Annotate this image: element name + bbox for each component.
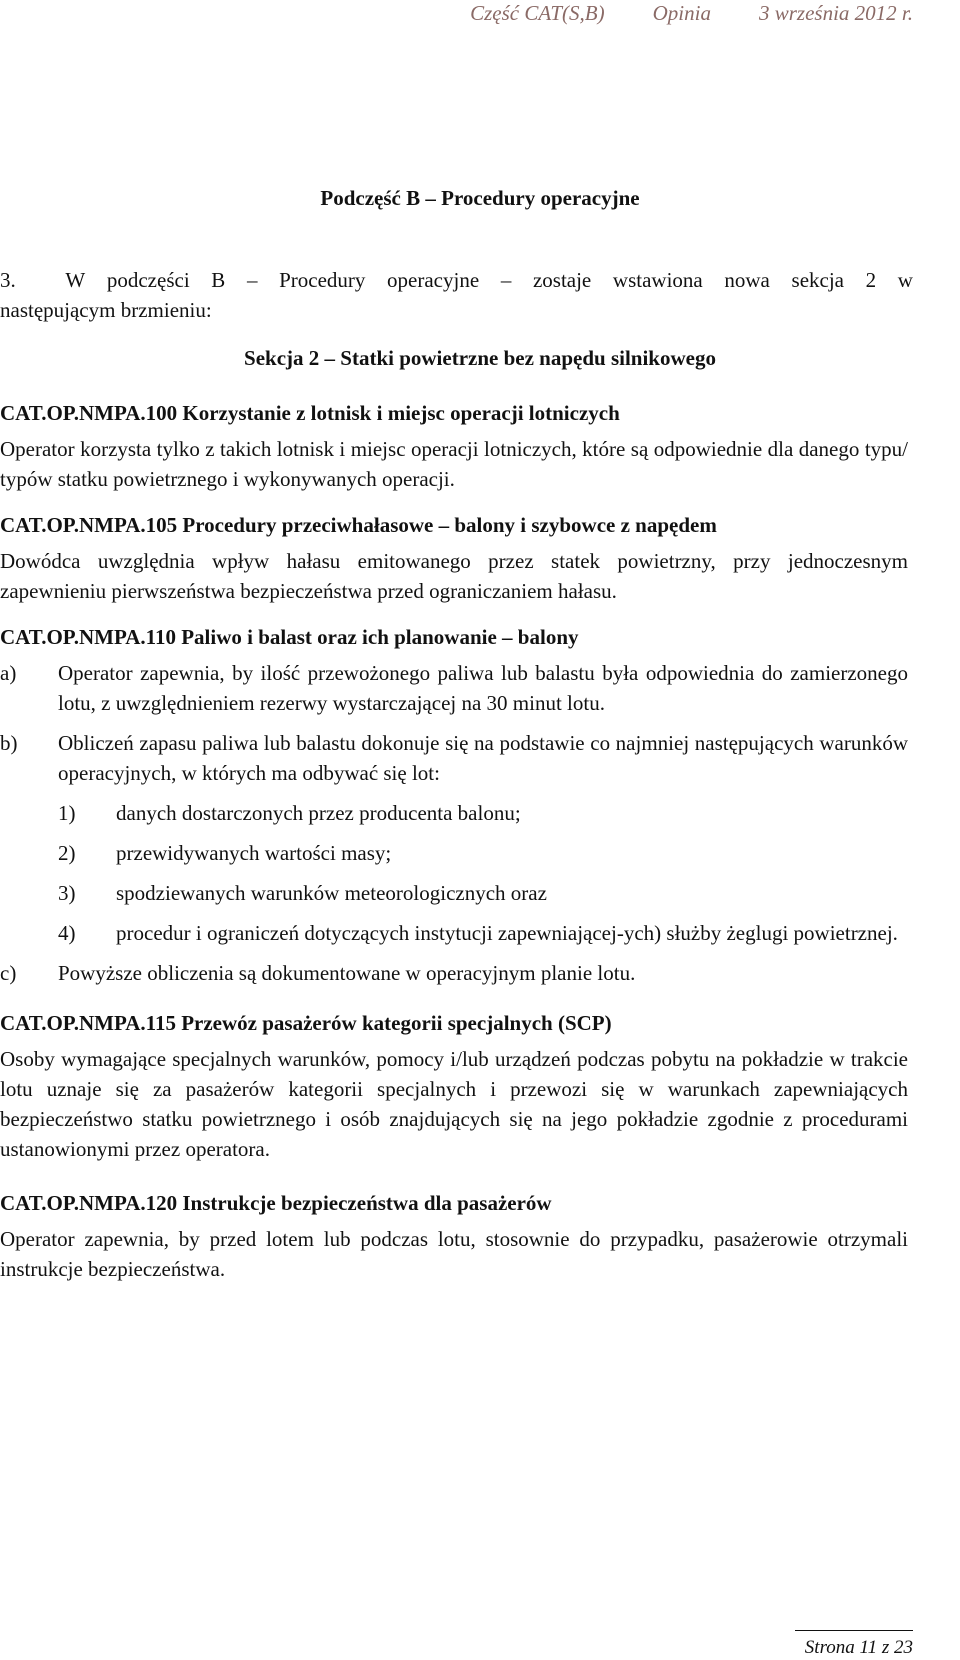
amendment-word: operacyjne — [387, 268, 480, 292]
sub-list-text: procedur i ograniczeń dotyczących instytucji zapewniającej-ych) służby żeglugi powietrznej. — [116, 921, 898, 945]
provision-115 — [0, 1010, 908, 1164]
sub-list-item — [58, 838, 908, 868]
provision-text: Operator korzysta tylko z takich lotnisk i miejsc operacji lotniczych, które są odpowiednie dla danego typu/ typów statku powietrznego i wykonywanych operacji. — [0, 437, 908, 491]
amendment-word: wstawiona — [612, 268, 703, 292]
provision-text: Operator zapewnia, by przed lotem lub podczas lotu, stosownie do przypadku, pasażerowie otrzymali instrukcje bezpieczeństwa. — [0, 1227, 908, 1281]
provision-text: Dowódca uwzględnia wpływ hałasu emitowanego przez statek powietrzny, przy jednoczesnym zapewnieniu pierwszeństwa bezpieczeństwa przed ograniczaniem hałasu. — [0, 549, 908, 603]
sub-list-label: 4) — [58, 921, 76, 945]
list-item — [0, 728, 908, 788]
provision-heading: CAT.OP.NMPA.105 Procedury przeciwhałasowe – balony i szybowce z napędem — [0, 513, 717, 537]
list-item — [0, 958, 908, 988]
amendment-word: w — [897, 268, 913, 292]
page-number: Strona 11 z 23 — [804, 1637, 913, 1658]
amendment-word: 2 — [865, 268, 877, 292]
header-part: Część CAT(S,B) — [470, 1, 605, 25]
header-doc-type: Opinia — [652, 1, 711, 25]
amendment-word: B — [211, 268, 226, 292]
provision-heading: CAT.OP.NMPA.100 Korzystanie z lotnisk i miejsc operacji lotniczych — [0, 401, 620, 425]
list-label: c) — [0, 961, 17, 985]
amendment-word: – — [246, 268, 258, 292]
provision-heading: CAT.OP.NMPA.115 Przewóz pasażerów kategorii specjalnych (SCP) — [0, 1011, 612, 1035]
provision-heading: CAT.OP.NMPA.120 Instrukcje bezpieczeństwa dla pasażerów — [0, 1191, 552, 1215]
amendment-paragraph — [0, 265, 960, 325]
amendment-line-1 — [0, 265, 913, 295]
footer-rule — [795, 1630, 913, 1631]
amendment-word: zostaje — [532, 268, 592, 292]
amendment-word: – — [500, 268, 512, 292]
subpart-title: Podczęść B – Procedury operacyjne — [320, 186, 640, 210]
sub-list-text: danych dostarczonych przez producenta balonu; — [116, 801, 521, 825]
sub-list-item — [58, 878, 908, 908]
amendment-line-2: następującym brzmieniu: — [0, 298, 212, 322]
amendment-number: 3. — [0, 268, 16, 292]
sub-list-item — [58, 798, 908, 828]
amendment-word: nowa — [724, 268, 770, 292]
provision-100 — [0, 400, 908, 494]
list-item — [0, 658, 908, 718]
amendment-word: sekcja — [791, 268, 844, 292]
sub-list-item — [58, 918, 908, 948]
sub-list-label: 2) — [58, 841, 76, 865]
provision-105 — [0, 512, 908, 606]
sub-list-label: 3) — [58, 881, 76, 905]
section-title: Sekcja 2 – Statki powietrzne bez napędu silnikowego — [244, 346, 716, 370]
running-header — [470, 0, 913, 26]
list-text: Operator zapewnia, by ilość przewożonego paliwa lub balastu była odpowiednia do zamierzonego lotu, z uwzględnieniem rezerwy wystarczającej na 30 minut lotu. — [58, 661, 908, 715]
provision-120 — [0, 1190, 908, 1284]
sub-list-text: spodziewanych warunków meteorologicznych oraz — [116, 881, 547, 905]
amendment-word: W — [65, 268, 86, 292]
header-date: 3 września 2012 r. — [758, 1, 913, 25]
list-text: Powyższe obliczenia są dokumentowane w operacyjnym planie lotu. — [58, 961, 636, 985]
list-text: Obliczeń zapasu paliwa lub balastu dokonuje się na podstawie co najmniej następujących warunków operacyjnych, w których ma odbywać się lot: — [58, 731, 908, 785]
amendment-word: Procedury — [279, 268, 366, 292]
provision-text: Osoby wymagające specjalnych warunków, pomocy i/lub urządzeń podczas pobytu na pokładzie w trakcie lotu uznaje się za pasażerów kategorii specjalnych i przewozi się w warunkach zapewniających bezpieczeństwo statku powietrznego i osób znajdujących się na jego pokładzie zgodnie z procedurami ustanowionymi przez operatora. — [0, 1047, 908, 1161]
provision-110 — [0, 624, 908, 988]
sub-list-text: przewidywanych wartości masy; — [116, 841, 392, 865]
list-label: b) — [0, 731, 18, 755]
document-body — [0, 400, 908, 1302]
amendment-word: podczęści — [106, 268, 190, 292]
list-label: a) — [0, 661, 17, 685]
provision-heading: CAT.OP.NMPA.110 Paliwo i balast oraz ich planowanie – balony — [0, 625, 579, 649]
sub-list-label: 1) — [58, 801, 76, 825]
